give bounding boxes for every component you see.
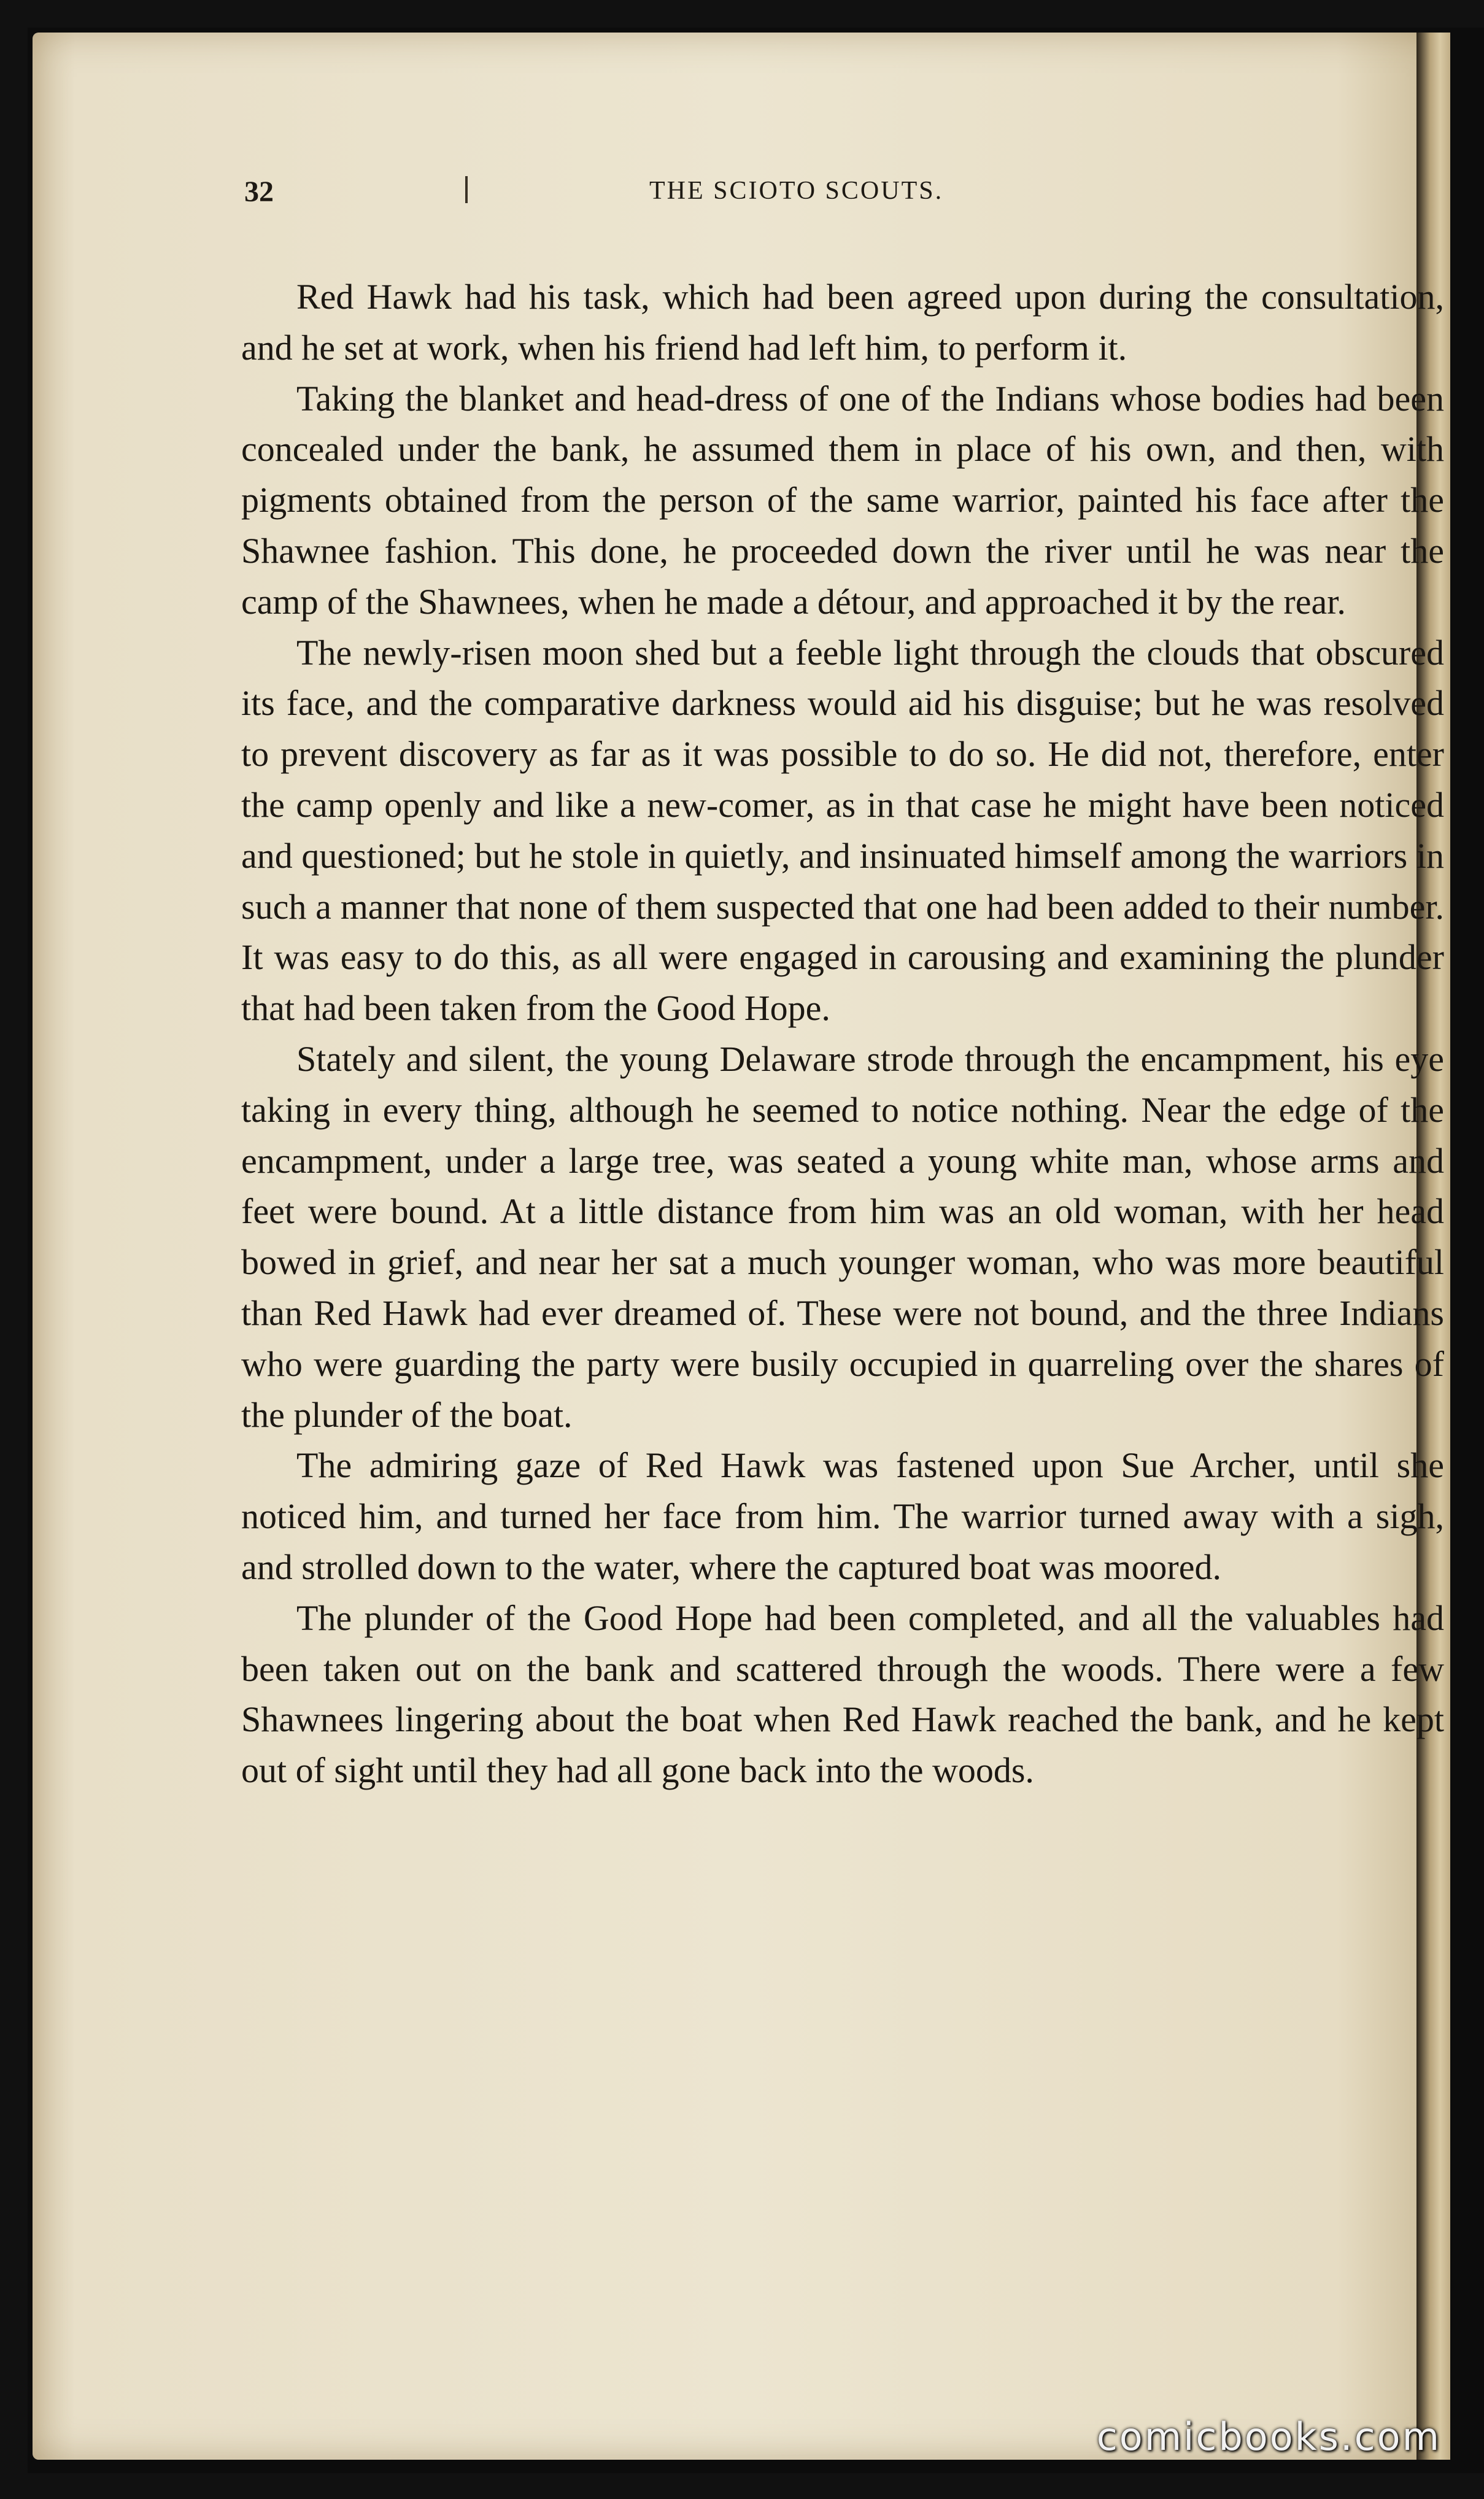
paragraph: The admiring gaze of Red Hawk was fastened upon Sue Archer, until she noticed him, and turned her face from him. The warrior turned away with a sigh, and strolled down to the water, where the captured boat was moored. <box>241 1445 1444 1587</box>
book-page <box>33 33 1450 2460</box>
paragraph: Stately and silent, the young Delaware strode through the encampment, his eye taking in every thing, although he seemed to notice nothing. Near the edge of the encampment, under a large tree, was seated a young white man, whose arms and feet were bound. At a little distance from him was an old woman, with her head bowed in grief, and near her sat a much younger woman, who was more beautiful than Red Hawk had ever dreamed of. These were not bound, and the three Indians who were guarding the party were busily occupied in quarreling over the shares of the plunder of the boat. <box>241 1038 1444 1435</box>
paragraph: The plunder of the Good Hope had been completed, and all the valuables had been taken out on the bank and scattered through the woods. There were a few Shawnees lingering about the boat when Red Hawk reached the bank, and he kept out of sight until they had all gone back into the woods. <box>241 1597 1444 1791</box>
header-rule <box>465 176 468 203</box>
running-head: THE SCIOTO SCOUTS. <box>649 177 944 205</box>
watermark: comicbooks.com <box>1096 2414 1441 2459</box>
page-number: 32 <box>244 176 274 208</box>
paragraph: Taking the blanket and head-dress of one of the Indians whose bodies had been concealed under the bank, he assumed them in place of his own, and then, with pigments obtained from the person of the same warrior, painted his face after the Shawnee fashion. This done, he proceeded down the river until he was near the camp of the Shawnees, when he made a détour, and approached it by the rear. <box>241 378 1444 622</box>
paragraph: Red Hawk had his task, which had been agreed upon during the consultation, and he set at work, when his friend had left him, to perform it. <box>241 277 1444 368</box>
paragraph: The newly-risen moon shed but a feeble light through the clouds that obscured its face, and the comparative darkness would aid his disguise; but he was resolved to prevent discovery as far as it was possible to do so. He did not, therefore, enter the camp openly and like a new-comer, as in that case he might have been noticed and questioned; but he stole in quietly, and insinuated himself among the warriors in such a manner that none of them suspected that one had been added to their number. It was easy to do this, as all were engaged in carousing and examining the plunder that had been taken from the Good Hope. <box>241 632 1444 1029</box>
page-header <box>220 175 1447 212</box>
book-scan <box>28 28 1484 2473</box>
body-text <box>241 272 1444 1796</box>
